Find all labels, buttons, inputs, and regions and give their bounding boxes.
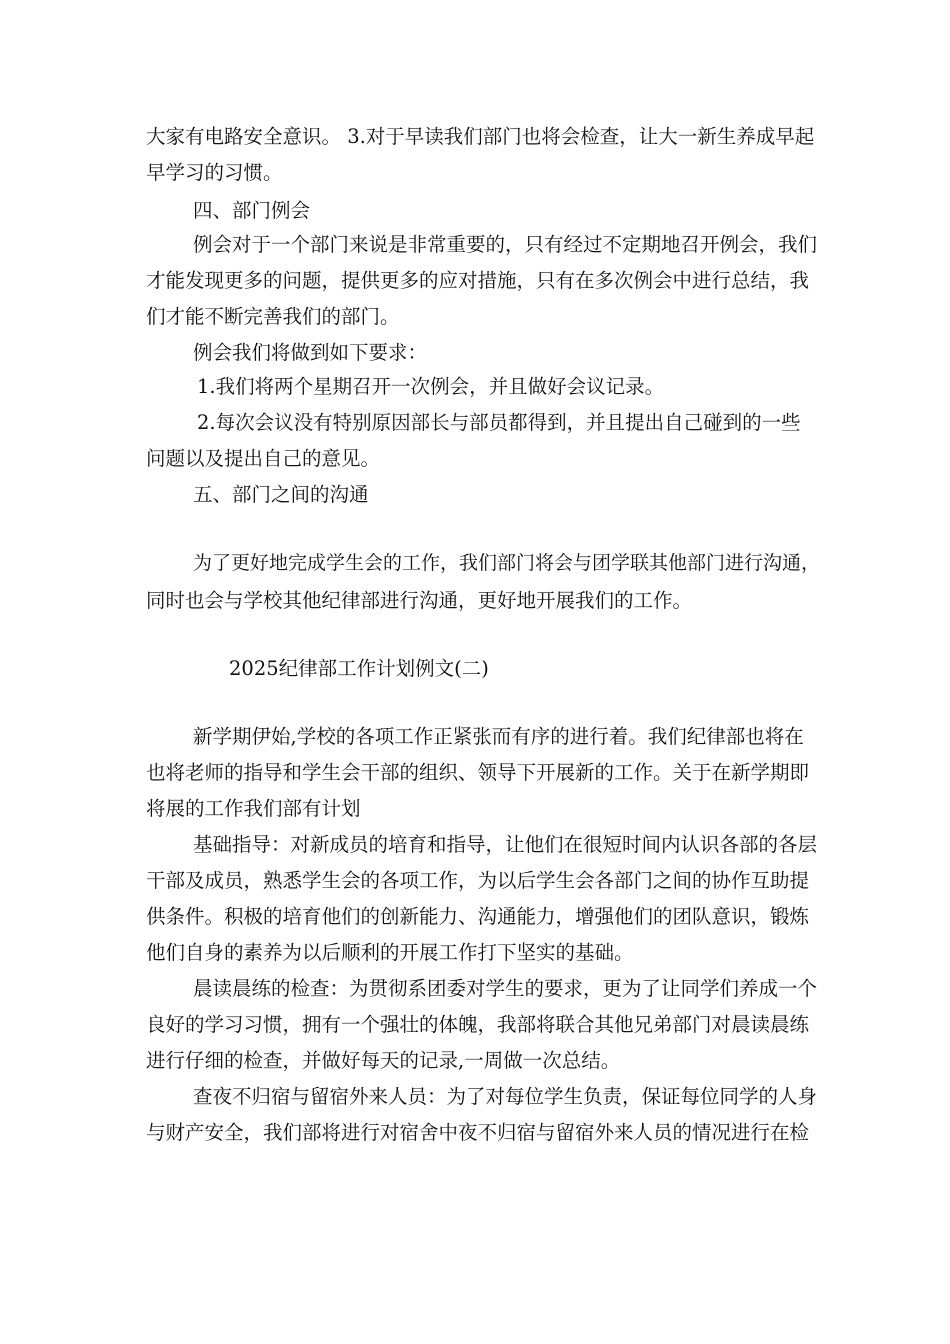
paragraph-line: 同时也会与学校其他纪律部进行沟通，更好地开展我们的工作。	[146, 589, 693, 612]
section-heading: 五、部门之间的沟通	[193, 483, 369, 506]
section-heading: 四、部门例会	[193, 199, 311, 222]
paragraph-line: 晨读晨练的检查：为贯彻系团委对学生的要求，更为了让同学们养成一个	[193, 977, 818, 1000]
paragraph-line: 供条件。积极的培育他们的创新能力、沟通能力，增强他们的团队意识，锻炼	[146, 905, 810, 928]
list-item: 1.我们将两个星期召开一次例会，并且做好会议记录。	[197, 375, 665, 398]
paragraph-line: 才能发现更多的问题，提供更多的应对措施，只有在多次例会中进行总结，我	[146, 269, 810, 292]
paragraph-line: 问题以及提出自己的意见。	[146, 447, 381, 470]
list-item: 2.每次会议没有特别原因部长与部员都得到，并且提出自己碰到的一些	[197, 411, 801, 434]
document-section-title: 2025纪律部工作计划例文(二)	[229, 657, 489, 680]
paragraph-line: 例会我们将做到如下要求：	[193, 341, 428, 364]
paragraph-line: 良好的学习习惯，拥有一个强壮的体魄，我部将联合其他兄弟部门对晨读晨练	[146, 1013, 810, 1036]
paragraph-line: 新学期伊始,学校的各项工作正紧张而有序的进行着。我们纪律部也将在	[193, 725, 804, 748]
paragraph-line: 与财产安全，我们部将进行对宿舍中夜不归宿与留宿外来人员的情况进行在检	[146, 1121, 810, 1144]
paragraph-line: 基础指导：对新成员的培育和指导，让他们在很短时间内认识各部的各层	[193, 833, 818, 856]
paragraph-line: 们才能不断完善我们的部门。	[146, 305, 400, 328]
paragraph-line: 干部及成员，熟悉学生会的各项工作，为以后学生会各部门之间的协作互助提	[146, 869, 810, 892]
paragraph-line: 进行仔细的检查，并做好每天的记录,一周做一次总结。	[146, 1049, 621, 1072]
paragraph-line: 例会对于一个部门来说是非常重要的，只有经过不定期地召开例会，我们	[193, 233, 818, 256]
paragraph-line: 他们自身的素养为以后顺利的开展工作打下坚实的基础。	[146, 941, 634, 964]
paragraph-line: 大家有电路安全意识。 3.对于早读我们部门也将会检查，让大一新生养成早起	[146, 125, 815, 148]
paragraph-line: 也将老师的指导和学生会干部的组织、领导下开展新的工作。关于在新学期即	[146, 761, 810, 784]
paragraph-line: 为了更好地完成学生会的工作，我们部门将会与团学联其他部门进行沟通，	[193, 552, 821, 574]
paragraph-line: 早学习的习惯。	[146, 161, 283, 184]
paragraph-line: 查夜不归宿与留宿外来人员：为了对每位学生负责，保证每位同学的人身	[193, 1085, 818, 1108]
paragraph-line: 将展的工作我们部有计划	[146, 797, 361, 820]
